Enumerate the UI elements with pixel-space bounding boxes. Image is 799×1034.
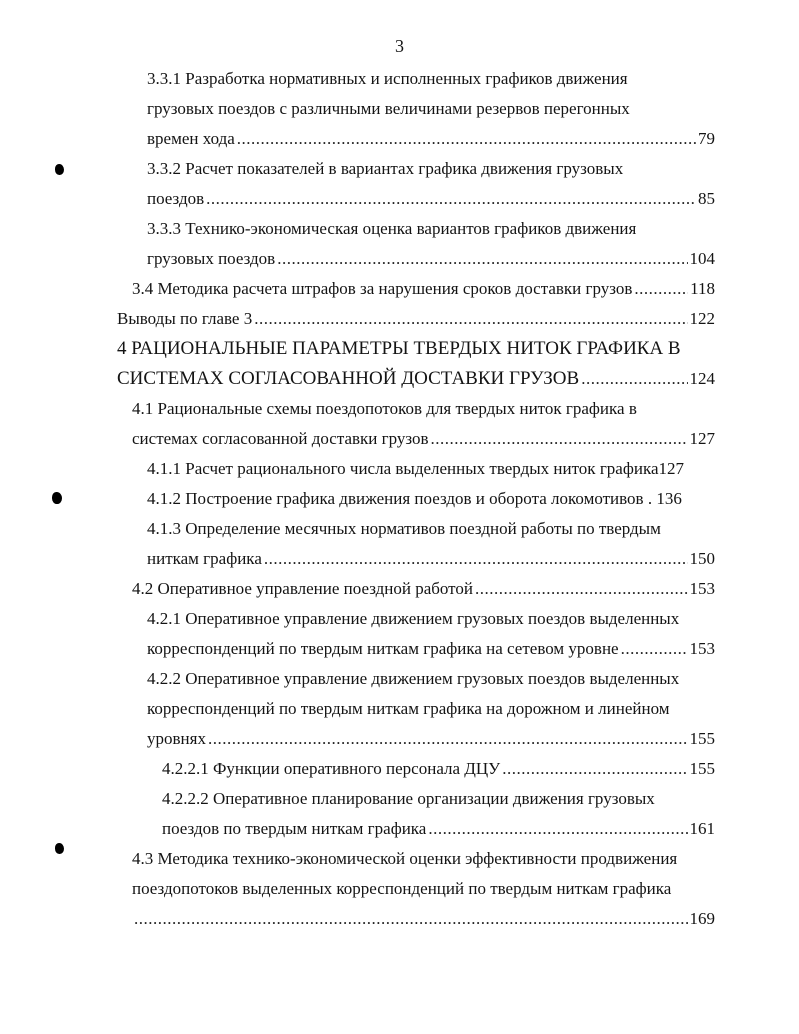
toc-page-number: 155 <box>689 759 715 778</box>
toc-page-number: 127 <box>658 459 684 478</box>
toc-page-number: 161 <box>689 819 715 838</box>
toc-entry-text: 3.3.3 Технико-экономическая оценка вариантов графиков движения <box>147 219 637 238</box>
toc-entry-text: системах согласованной доставки грузов <box>132 429 429 448</box>
toc-entry-4-1[interactable] <box>0 394 799 454</box>
dot-leader <box>634 274 688 304</box>
toc-page-number: 169 <box>689 909 715 928</box>
dot-leader: . <box>647 489 653 508</box>
dot-leader <box>208 724 688 754</box>
toc-entry-text: Выводы по главе 3 <box>117 309 253 328</box>
toc-entry-text: 3.3.1 Разработка нормативных и исполненных графиков движения <box>147 69 628 88</box>
toc-page-number: 104 <box>689 249 715 268</box>
toc-entry-text: корреспонденций по твердым ниткам графика на дорожном и линейном <box>147 699 670 718</box>
toc-entry-text: 4.1.3 Определение месячных нормативов поездной работы по твердым <box>147 519 661 538</box>
dot-leader <box>475 574 688 604</box>
dot-leader <box>134 904 688 934</box>
toc-entry-text: 3.3.2 Расчет показателей в вариантах графика движения грузовых <box>147 159 624 178</box>
toc-page-number: 122 <box>689 309 715 328</box>
table-of-contents <box>0 64 799 934</box>
dot-leader <box>237 124 696 154</box>
toc-entry-text: поездов <box>147 189 205 208</box>
toc-entry-4-2-2-1[interactable] <box>0 754 799 784</box>
toc-entry-text: 4.2 Оперативное управление поездной работой <box>132 579 473 598</box>
toc-entry-text: СИСТЕМАХ СОГЛАСОВАННОЙ ДОСТАВКИ ГРУЗОВ <box>117 368 580 389</box>
toc-page-number: 124 <box>689 369 715 388</box>
dot-leader <box>502 754 687 784</box>
toc-entry-chapter-4[interactable] <box>0 334 799 394</box>
toc-entry-text: 4.2.2.1 Функции оперативного персонала ДЦУ <box>162 759 501 778</box>
toc-entry-text: уровнях <box>147 729 206 748</box>
toc-entry-conclusions-3[interactable] <box>0 304 799 334</box>
toc-entry-text: времен хода <box>147 129 235 148</box>
toc-entry-text: грузовых поездов с различными величинами резервов перегонных <box>147 99 630 118</box>
toc-entry-4-1-1[interactable] <box>0 454 799 484</box>
toc-page-number: 127 <box>689 429 715 448</box>
toc-entry-4-2-2[interactable] <box>0 664 799 754</box>
dot-leader <box>206 184 696 214</box>
page-number: 3 <box>395 36 404 56</box>
toc-entry-4-3[interactable] <box>0 844 799 934</box>
toc-entry-text: 4.1 Рациональные схемы поездопотоков для твердых ниток графика в <box>132 399 637 418</box>
toc-entry-text: 4.1.1 Расчет рационального числа выделенных твердых ниток графика <box>147 459 659 478</box>
toc-page-number: 79 <box>698 129 715 148</box>
dot-leader <box>431 424 688 454</box>
toc-entry-text: ниткам графика <box>147 549 262 568</box>
toc-entry-text: поездов по твердым ниткам графика <box>162 819 427 838</box>
dot-leader <box>264 544 688 574</box>
toc-entry-4-1-3[interactable] <box>0 514 799 574</box>
toc-entry-text: грузовых поездов <box>147 249 276 268</box>
toc-entry-3-3-3[interactable] <box>0 214 799 274</box>
toc-page-number: 150 <box>689 549 715 568</box>
toc-entry-text: поездопотоков выделенных корреспонденций по твердым ниткам графика <box>132 879 672 898</box>
toc-page-number: 153 <box>689 639 715 658</box>
toc-entry-text: корреспонденций по твердым ниткам графика на сетевом уровне <box>147 639 619 658</box>
toc-page-number: 153 <box>689 579 715 598</box>
toc-page-number: 85 <box>698 189 715 208</box>
toc-entry-4-2[interactable] <box>0 574 799 604</box>
toc-entry-text: 4.2.1 Оперативное управление движением грузовых поездов выделенных <box>147 609 680 628</box>
toc-entry-3-4[interactable] <box>0 274 799 304</box>
toc-entry-text: 4.2.2.2 Оперативное планирование организации движения грузовых <box>162 789 655 808</box>
toc-entry-3-3-1[interactable] <box>0 64 799 154</box>
dot-leader <box>621 634 688 664</box>
toc-entry-4-2-2-2[interactable] <box>0 784 799 844</box>
toc-entry-text: 4.2.2 Оперативное управление движением грузовых поездов выделенных <box>147 669 680 688</box>
toc-entry-4-2-1[interactable] <box>0 604 799 664</box>
toc-page-number: 136 <box>656 489 682 508</box>
toc-page-number: 118 <box>690 279 715 298</box>
toc-entry-text: 4.3 Методика технико-экономической оценки эффективности продвижения <box>132 849 678 868</box>
toc-entry-text: 4 РАЦИОНАЛЬНЫЕ ПАРАМЕТРЫ ТВЕРДЫХ НИТОК ГРАФИКА В <box>117 338 681 359</box>
dot-leader <box>254 304 687 334</box>
dot-leader <box>581 364 687 394</box>
toc-entry-text: 3.4 Методика расчета штрафов за нарушения сроков доставки грузов <box>132 279 633 298</box>
toc-entry-4-1-2[interactable] <box>0 484 799 514</box>
toc-entry-3-3-2[interactable] <box>0 154 799 214</box>
toc-entry-text: 4.1.2 Построение графика движения поездов и оборота локомотивов <box>147 489 644 508</box>
dot-leader <box>428 814 687 844</box>
dot-leader <box>277 244 687 274</box>
toc-page-number: 155 <box>689 729 715 748</box>
